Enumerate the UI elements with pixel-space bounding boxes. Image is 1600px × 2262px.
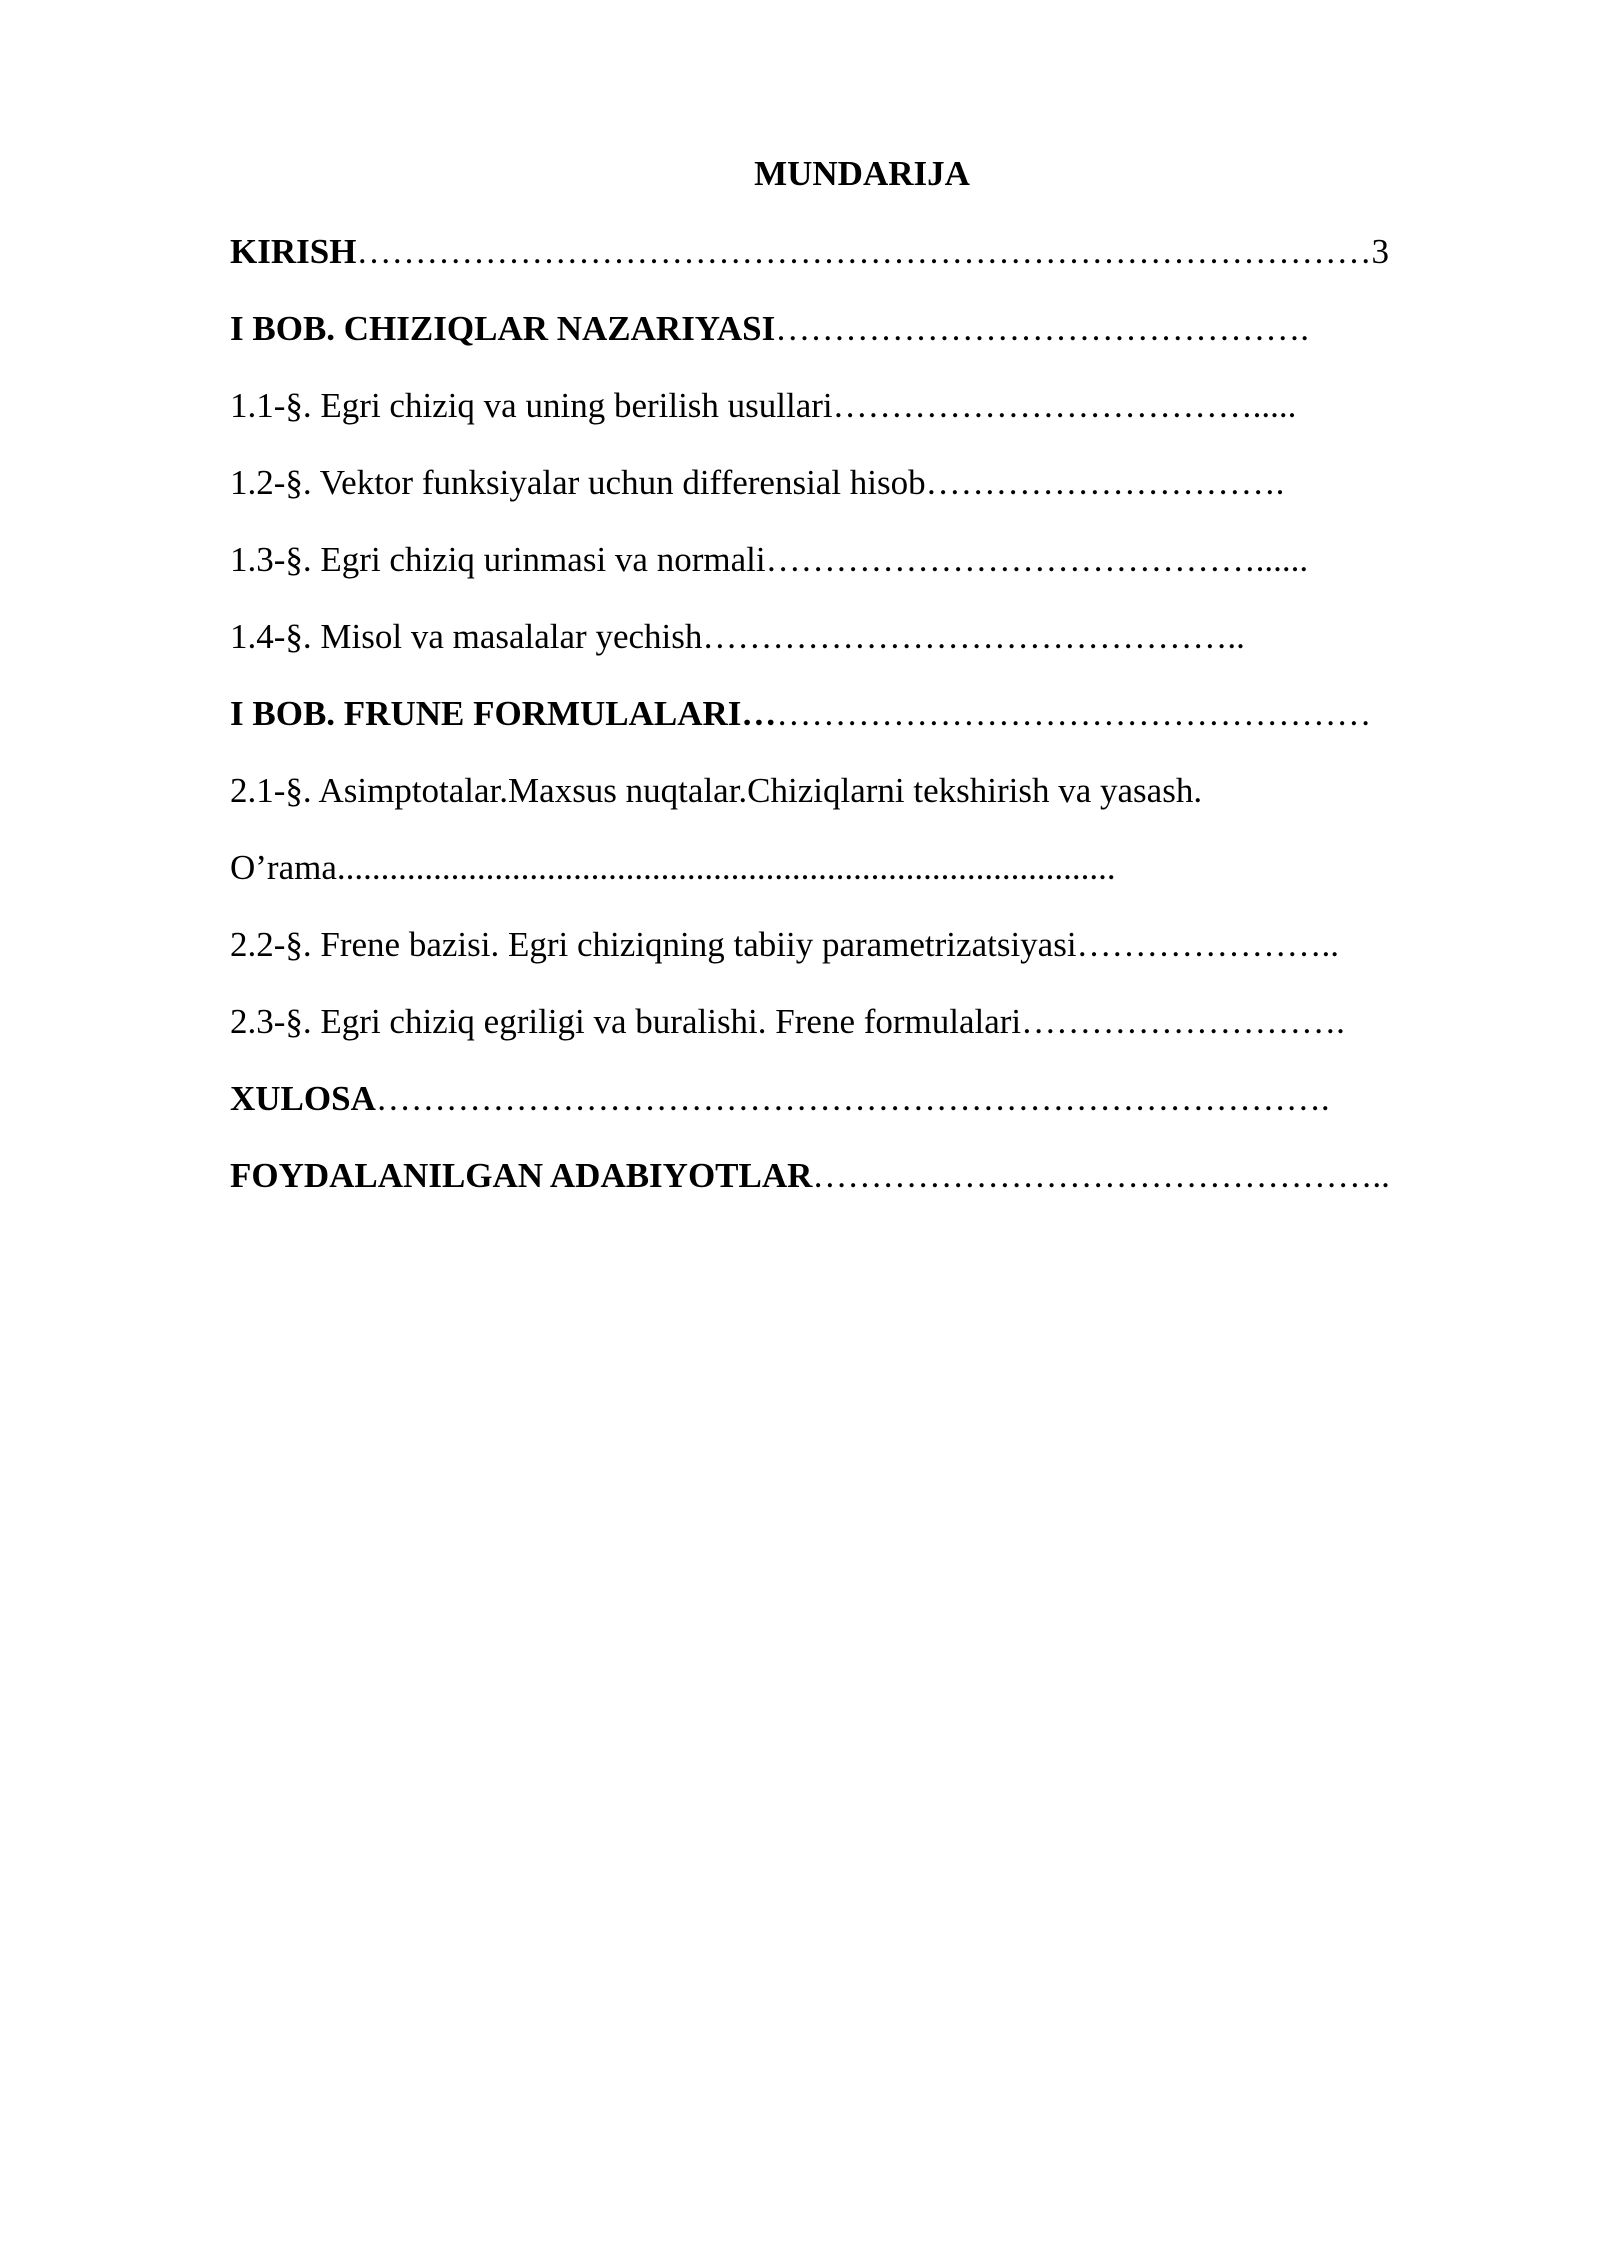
- toc-entry-section-2-3: [230, 998, 1530, 1075]
- toc-entry-leader: ……………………………………………: [776, 694, 1372, 733]
- toc-list: [230, 228, 1530, 1229]
- toc-entry-xulosa: [230, 1075, 1530, 1152]
- toc-entry-references: [230, 1152, 1530, 1229]
- toc-entry-leader: ………………………………………..: [702, 617, 1245, 656]
- toc-entry-section-2-1: [230, 767, 1530, 844]
- toc-entry-text: O’rama: [230, 848, 337, 887]
- toc-entry-leader: …………………..: [1076, 925, 1340, 964]
- toc-entry-text: 2.1-§. Asimptotalar.Maxsus nuqtalar.Chiziqlarni tekshirish va yasash.: [230, 771, 1203, 810]
- toc-title: MUNDARIJA: [754, 154, 970, 193]
- toc-entry-leader: ……………………………………......: [765, 540, 1309, 579]
- toc-entry-text: 1.3-§. Egri chiziq urinmasi va normali: [230, 540, 766, 579]
- toc-entry-leader: ……………………….: [1021, 1002, 1345, 1041]
- toc-entry-leader: ……………………………….....: [832, 386, 1297, 425]
- toc-entry-section-2-2: [230, 921, 1530, 998]
- toc-entry-leader: …………………………………………..: [812, 1156, 1390, 1195]
- toc-entry-chapter-2: [230, 690, 1530, 767]
- toc-entry-leader: ……………………………………………………………………………3: [356, 232, 1389, 271]
- toc-entry-text: FOYDALANILGAN ADABIYOTLAR: [230, 1156, 813, 1195]
- toc-entry-text: KIRISH: [230, 232, 357, 271]
- toc-entry-section-1-2: [230, 459, 1530, 536]
- toc-entry-chapter-1: [230, 305, 1530, 382]
- toc-entry-section-2-1-continued: [230, 844, 1530, 921]
- toc-entry-kirish: [230, 228, 1530, 305]
- toc-entry-section-1-3: [230, 536, 1530, 613]
- toc-entry-leader: .........................................................................................: [336, 848, 1116, 887]
- toc-entry-leader: ……………………………………….: [775, 309, 1309, 348]
- toc-entry-section-1-1: [230, 382, 1530, 459]
- toc-entry-text: 2.2-§. Frene bazisi. Egri chiziqning tabiiy parametrizatsiyasi: [230, 925, 1077, 964]
- toc-entry-leader: ………………………….: [925, 463, 1285, 502]
- toc-entry-text: I BOB. CHIZIQLAR NAZARIYASI: [230, 309, 776, 348]
- toc-entry-text: I BOB. FRUNE FORMULALARI…: [230, 694, 777, 733]
- toc-entry-text: 1.4-§. Misol va masalalar yechish: [230, 617, 703, 656]
- toc-entry-leader: ……………………………………………………………………….: [375, 1079, 1330, 1118]
- toc-entry-text: XULOSA: [230, 1079, 376, 1118]
- toc-entry-text: 1.1-§. Egri chiziq va uning berilish usullari: [230, 386, 833, 425]
- toc-entry-text: 2.3-§. Egri chiziq egriligi va buralishi. Frene formulalari: [230, 1002, 1022, 1041]
- toc-entry-section-1-4: [230, 613, 1530, 690]
- toc-entry-text: 1.2-§. Vektor funksiyalar uchun differensial hisob: [230, 463, 926, 502]
